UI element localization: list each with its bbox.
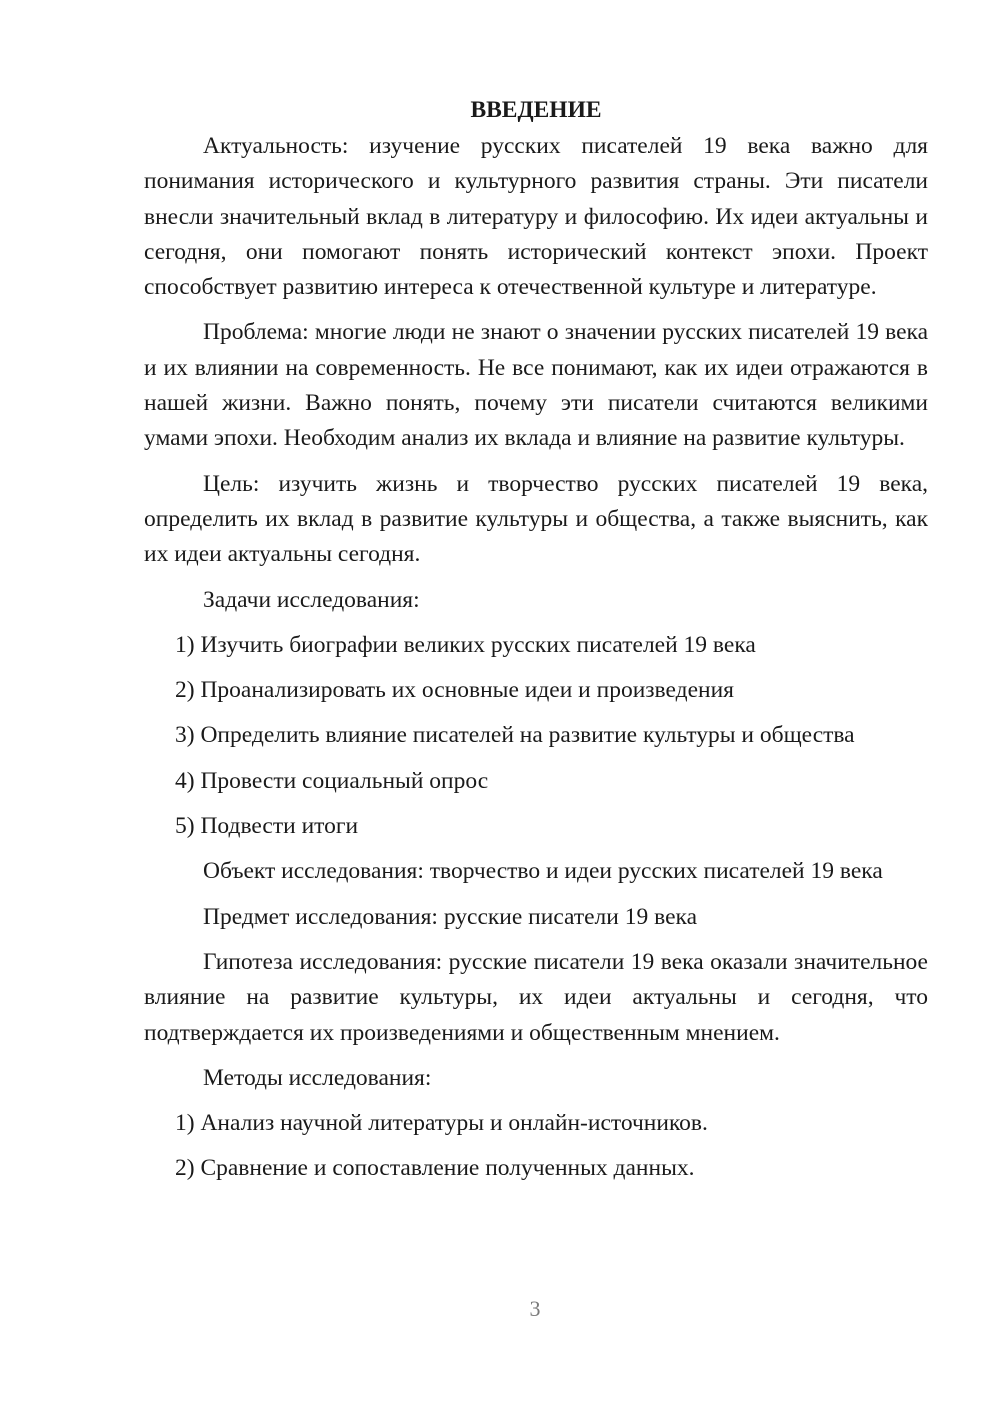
page-number: 3	[529, 1296, 541, 1321]
method-item: 2) Сравнение и сопоставление полученных данных.	[175, 1155, 695, 1182]
hypothesis-paragraph: Гипотеза исследования: русские писатели 19 века оказали значительное влияние на развитие культуры, их идеи актуальны и сегодня, что подтверждается их произведениями и общественным мнением.	[144, 948, 928, 1046]
task-item: 1) Изучить биографии великих русских писателей 19 века	[175, 631, 756, 658]
research-object: Объект исследования: творчество и идеи русских писателей 19 века	[203, 858, 883, 885]
task-item: 2) Проанализировать их основные идеи и произведения	[175, 677, 734, 704]
goal-paragraph: Цель: изучить жизнь и творчество русских писателей 19 века, определить их вклад в развитие культуры и общества, а также выяснить, как их идеи актуальны сегодня.	[144, 470, 928, 568]
method-item: 1) Анализ научной литературы и онлайн-источников.	[175, 1110, 708, 1137]
research-subject: Предмет исследования: русские писатели 19 века	[203, 903, 697, 930]
methods-title: Методы исследования:	[203, 1064, 432, 1091]
tasks-title: Задачи исследования:	[203, 586, 420, 613]
relevance-paragraph: Актуальность: изучение русских писателей 19 века важно для понимания исторического и культурного развития страны. Эти писатели внесли значительный вклад в литературу и философию. Их идеи актуальны и сегодня, они помогают понять исторический контекст эпохи. Проект способствует развитию интереса к отечественной культуре и литературе.	[144, 133, 928, 301]
section-heading: ВВЕДЕНИЕ	[470, 97, 602, 123]
task-item: 3) Определить влияние писателей на развитие культуры и общества	[175, 722, 855, 749]
task-item: 5) Подвести итоги	[175, 813, 359, 840]
task-item: 4) Провести социальный опрос	[175, 767, 489, 794]
problem-paragraph: Проблема: многие люди не знают о значении русских писателей 19 века и их влиянии на современность. Не все понимают, как их идеи отражаются в нашей жизни. Важно понять, почему эти писатели считаются великими умами эпохи. Необходим анализ их вклада и влияние на развитие культуры.	[144, 319, 928, 452]
page-content	[144, 95, 928, 1197]
